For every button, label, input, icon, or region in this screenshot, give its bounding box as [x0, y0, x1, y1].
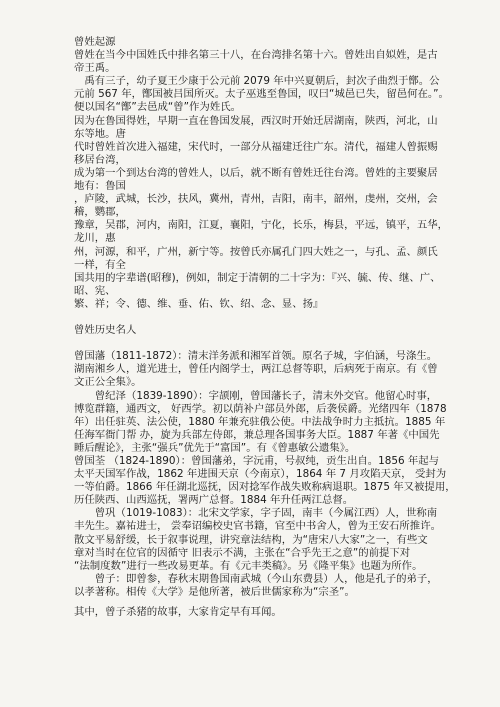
text-line: 成为第一个到达台湾的曾姓人，以后，就不断有曾姓迁往台湾。曾姓的主要聚居	[74, 166, 438, 179]
section-heading-origin: 曾姓起源	[74, 36, 116, 48]
text-line: 以孝著称。相传《大学》是他所著，被后世儒家称为“宗圣”。	[74, 585, 355, 598]
text-line: 移居台湾，	[74, 153, 126, 166]
text-line: 年）出任驻英、法公使，1880 年兼充驻俄公使。中法战争时力主抵抗。1885 年	[74, 415, 446, 428]
text-line: 曾子：即曾参，春秋末期鲁国南武城（今山东费县）人，他是孔子的弟子，	[74, 572, 438, 585]
text-line: 曾巩（1019-1083）：北宋文学家，字子固，南丰（今属江西）人，世称南	[74, 507, 438, 520]
text-line: 曾国藩（1811-1872）：清末洋务派和湘军首领。原名子城，字伯涵，号涤生。	[74, 350, 438, 363]
text-line: 一样，有全	[74, 258, 126, 271]
text-line: 稽，鹦郡，	[74, 206, 126, 219]
text-line: 湖南湘乡人，道光进士，曾任内阁学士，两江总督等职，后病死于南京。有《曾	[74, 363, 438, 376]
text-line: “法制度数”进行一些改易更革。有《元丰类稿》。另《隆平集》也题为所作。	[74, 559, 423, 572]
text-line: 历任陕西、山西巡抚，署两广总督。1884 年升任两江总督。	[74, 494, 354, 507]
text-line: 曾国荃 （1824-1890）：曾国藩弟，字沅甫，号叔纯，贡生出自。1856 年起与	[74, 455, 440, 467]
text-line: 地有：鲁国	[74, 180, 126, 193]
text-line: 帝王禹。	[74, 62, 116, 75]
text-line: 因为在鲁国得姓，早期一直在鲁国发展，西汉时开始迁居湖南，陕西，河北，山	[74, 114, 438, 127]
text-line: 昭、宪、	[74, 284, 116, 297]
text-line: 元前 567 年，鄫国被吕国所灭。太子巫逃至鲁国，叹曰“城邑已失，留邑何在。”。	[74, 88, 449, 101]
section-body-origin	[74, 49, 458, 311]
text-line: 国共用的字辈谱(昭穆)，例如，制定于清朝的二十字为：『兴、毓、传、继、广、	[74, 271, 441, 284]
text-line: 禹有三子，幼子夏王少康于公元前 2079 年中兴夏朝后，封次子曲烈于鄫。公	[74, 75, 440, 88]
text-line: 丰先生。嘉祐进士， 尝奉诏编校史官书籍，官至中书舍人，曾为王安石所推许。	[74, 520, 441, 533]
section-body-figures	[74, 350, 458, 599]
paragraph-gap	[74, 599, 458, 606]
text-line: 便以国名“鄫”去邑成“曾”作为姓氏。	[74, 101, 241, 114]
text-line: 豫章，吴郡，河内，南阳，江夏，襄阳，宁化，长乐，梅县，平远，镇平，五华，	[74, 219, 449, 232]
text-line: 睡后醒论》，主张“强兵”优先于“富国”。有《曾惠敏公遗集》。	[74, 441, 356, 454]
text-line: 一等伯爵。1866 年任湖北巡抚，因对捻军作战失败称病退职。1875 年又被提用，	[74, 481, 456, 494]
text-line: 代时曾姓首次进入福建，宋代时，一部分从福建迁往广东。清代，福建人曾振赐	[74, 140, 438, 153]
paragraph-gap	[74, 311, 458, 324]
text-line: 太平天国军作战，1862 年进围天京（今南京），1864 年 7 月攻陷天京， 受封为	[74, 468, 447, 481]
text-line: 曾纪泽（1839-1890）：字颉刚，曾国藩长子，清末外交官。他留心时事，	[74, 389, 438, 402]
text-line: 东等地。唐	[74, 127, 126, 140]
paragraph-gap	[74, 337, 458, 350]
text-line: 繁、祥；令、德、维、垂、佑、钦、绍、念、显、扬』	[74, 297, 324, 310]
text-line: 曾姓在当今中国姓氏中排名第三十八，在台湾排名第十六。曾姓出自姒姓，是古	[74, 49, 438, 62]
text-line: ，庐陵，武城，长沙，扶风，冀州，青州，吉阳，南丰，韶州，虔州，交州，会	[74, 193, 438, 206]
text-line: 州，河源，和平，广州，新宁等。按曾氏亦属孔门四大姓之一，与孔、孟、颜氏	[74, 245, 438, 258]
text-line: 任海军衙门帮 办，旋为兵部左侍郎，兼总理各国事务大臣。1887 年著《中国先	[74, 428, 440, 441]
text-line: 文正公全集》。	[74, 376, 142, 389]
text-line: 博览群籍，通西文， 好西学。初以荫补户部员外郎，后袭侯爵。光绪四年（1878	[74, 402, 447, 415]
closing-line: 其中，曾子杀猪的故事，大家肯定早有耳闻。	[74, 606, 282, 619]
section-heading-figures: 曾姓历史名人	[74, 324, 137, 337]
text-line: 龙川，惠	[74, 232, 116, 245]
text-line: 散文平易舒缓，长于叙事说理，讲究章法结构，为“唐宋八大家”之一，有些文	[74, 533, 428, 546]
text-line: 章对当时在位官的因循守 旧表示不满，主张在“合乎先王之意”的前提下对	[74, 546, 411, 559]
